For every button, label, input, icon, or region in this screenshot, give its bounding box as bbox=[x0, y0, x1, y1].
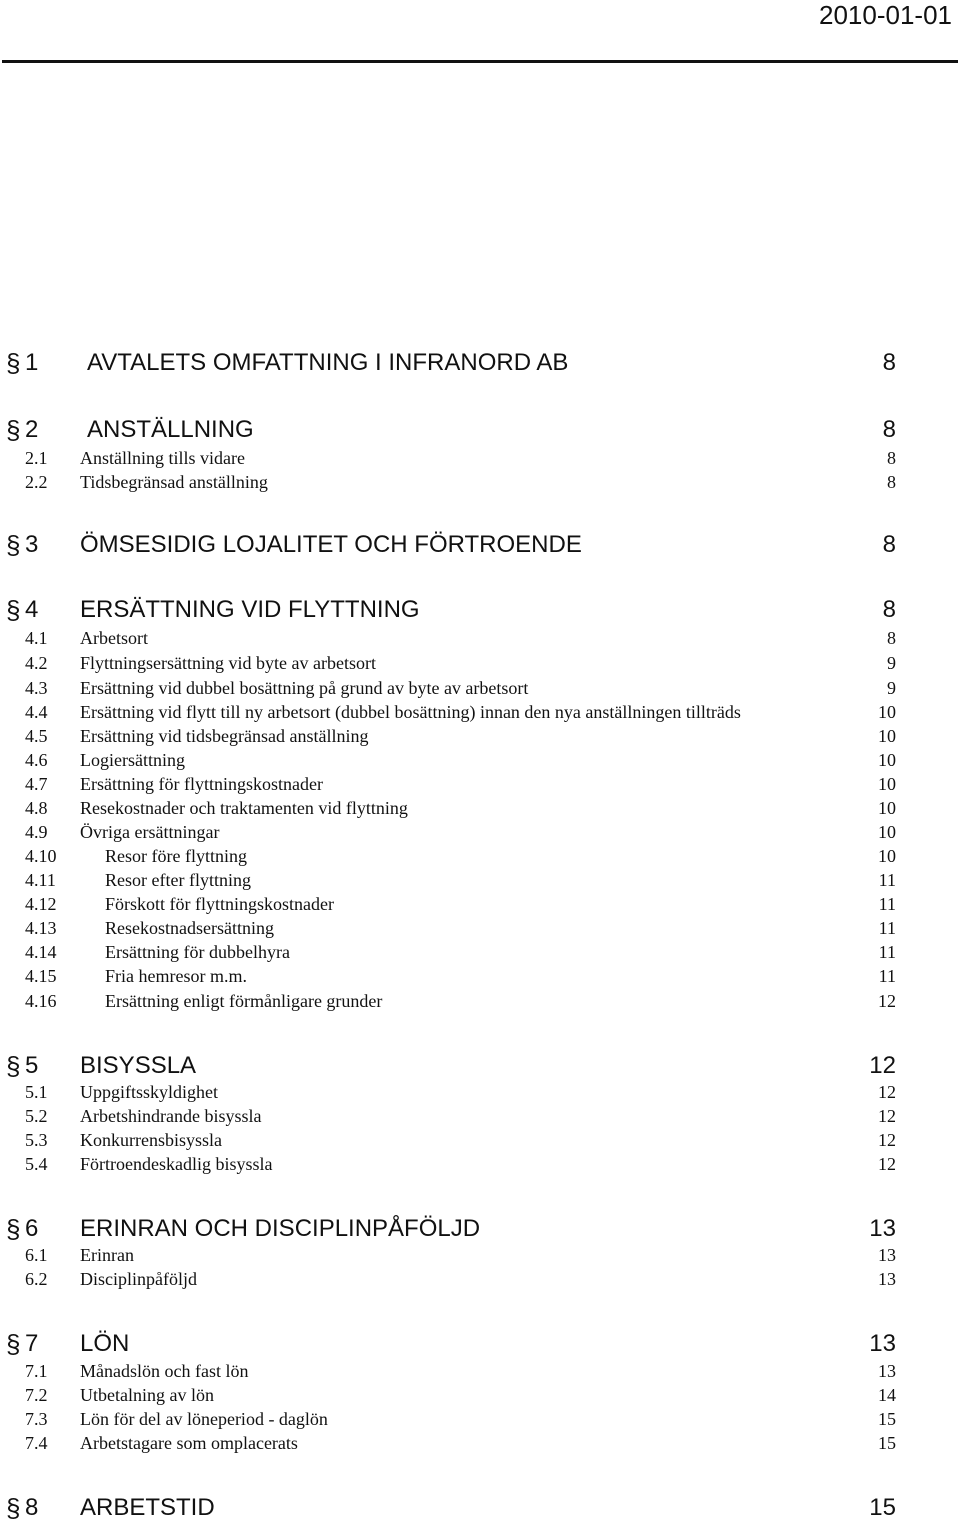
toc-number: 4.11 bbox=[25, 870, 56, 890]
toc-title: Resor före flyttning bbox=[105, 846, 247, 866]
toc-title: ERSÄTTNING VID FLYTTNING bbox=[80, 596, 420, 623]
toc-title: BISYSSLA bbox=[80, 1052, 197, 1079]
toc-entry bbox=[0, 1407, 900, 1431]
toc-page-number: 10 bbox=[878, 750, 896, 770]
toc-entry bbox=[0, 700, 900, 724]
toc-title: Förskott för flyttningskostnader bbox=[105, 894, 334, 914]
toc-section-heading bbox=[0, 1491, 900, 1525]
toc-page-number: 12 bbox=[878, 1130, 896, 1150]
toc-page-number: 10 bbox=[878, 822, 896, 842]
toc-page-number: 12 bbox=[878, 1106, 896, 1126]
toc-title: Övriga ersättningar bbox=[80, 822, 220, 842]
toc-number: 4.13 bbox=[25, 918, 57, 938]
toc-title: Resekostnader och traktamenten vid flyttning bbox=[80, 798, 408, 818]
toc-entry bbox=[0, 1104, 900, 1128]
section-symbol: § bbox=[6, 348, 21, 378]
toc-page-number: 10 bbox=[878, 846, 896, 866]
toc-entry bbox=[0, 1383, 900, 1407]
toc-number: 6 bbox=[25, 1215, 39, 1242]
section-symbol: § bbox=[6, 415, 21, 445]
toc-entry bbox=[0, 964, 900, 988]
toc-page-number: 15 bbox=[869, 1494, 896, 1521]
toc-page-number: 11 bbox=[878, 870, 896, 890]
toc-entry bbox=[0, 940, 900, 964]
toc-page-number: 11 bbox=[878, 918, 896, 938]
toc-title: Utbetalning av lön bbox=[80, 1385, 214, 1405]
toc-page-number: 8 bbox=[882, 349, 896, 376]
toc-entry bbox=[0, 626, 900, 650]
toc-title: AVTALETS OMFATTNING I INFRANORD AB bbox=[87, 349, 569, 376]
toc-number: 4 bbox=[25, 596, 39, 623]
toc-section-heading bbox=[0, 1212, 900, 1246]
toc-page-number: 15 bbox=[878, 1433, 896, 1453]
toc-entry bbox=[0, 676, 900, 700]
toc-title: Erinran bbox=[80, 1245, 134, 1265]
toc-entry bbox=[0, 820, 900, 844]
toc-entry bbox=[0, 1080, 900, 1104]
toc-section-heading bbox=[0, 413, 900, 447]
toc-number: 7.3 bbox=[25, 1409, 48, 1429]
toc-number: 4.14 bbox=[25, 942, 57, 962]
toc-page-number: 8 bbox=[887, 448, 896, 468]
toc-page-number: 10 bbox=[878, 774, 896, 794]
toc-number: 7.1 bbox=[25, 1361, 48, 1381]
toc-title: ÖMSESIDIG LOJALITET OCH FÖRTROENDE bbox=[80, 531, 582, 558]
toc-page-number: 15 bbox=[878, 1409, 896, 1429]
toc-page-number: 12 bbox=[869, 1052, 896, 1079]
toc-title: ANSTÄLLNING bbox=[87, 416, 254, 443]
toc-entry bbox=[0, 748, 900, 772]
toc-page-number: 13 bbox=[878, 1269, 896, 1289]
toc-entry bbox=[0, 1152, 900, 1176]
toc-title: Flyttningsersättning vid byte av arbetsort bbox=[80, 653, 376, 673]
toc-number: 4.9 bbox=[25, 822, 48, 842]
toc-title: LÖN bbox=[80, 1330, 130, 1357]
toc-title: Ersättning för flyttningskostnader bbox=[80, 774, 323, 794]
toc-section-heading bbox=[0, 1327, 900, 1361]
toc-title: Lön för del av löneperiod - daglön bbox=[80, 1409, 328, 1429]
toc-page-number: 11 bbox=[878, 966, 896, 986]
toc-number: 4.1 bbox=[25, 628, 48, 648]
toc-entry bbox=[0, 1431, 900, 1455]
toc-page-number: 11 bbox=[878, 942, 896, 962]
toc-title: Ersättning för dubbelhyra bbox=[105, 942, 290, 962]
toc-entry bbox=[0, 796, 900, 820]
toc-number: 6.2 bbox=[25, 1269, 48, 1289]
toc-section-heading bbox=[0, 528, 900, 562]
section-symbol: § bbox=[6, 530, 21, 560]
toc-page-number: 13 bbox=[869, 1330, 896, 1357]
toc-number: 4.3 bbox=[25, 678, 48, 698]
toc-entry bbox=[0, 1267, 900, 1291]
toc-title: Arbetshindrande bisyssla bbox=[80, 1106, 262, 1126]
header-date: 2010-01-01 bbox=[819, 0, 952, 30]
toc-number: 4.6 bbox=[25, 750, 48, 770]
toc-page-number: 12 bbox=[878, 1154, 896, 1174]
toc-page-number: 10 bbox=[878, 702, 896, 722]
toc-title: Uppgiftsskyldighet bbox=[80, 1082, 218, 1102]
toc-title: Arbetsort bbox=[80, 628, 148, 648]
toc-entry bbox=[0, 868, 900, 892]
header-rule bbox=[2, 60, 958, 63]
toc-page-number: 8 bbox=[887, 628, 896, 648]
toc-number: 5 bbox=[25, 1052, 39, 1079]
toc-number: 2 bbox=[25, 416, 39, 443]
toc-title: Ersättning vid dubbel bosättning på grund av byte av arbetsort bbox=[80, 678, 529, 698]
toc-title: Ersättning vid flytt till ny arbetsort (dubbel bosättning) innan den nya anställningen tillträds bbox=[80, 702, 741, 722]
toc-title: Ersättning enligt förmånligare grunder bbox=[105, 991, 383, 1011]
section-symbol: § bbox=[6, 1329, 21, 1359]
toc-page-number: 11 bbox=[878, 894, 896, 914]
toc-number: 4.12 bbox=[25, 894, 57, 914]
toc-title: Månadslön och fast lön bbox=[80, 1361, 249, 1381]
toc-entry bbox=[0, 916, 900, 940]
toc-page-number: 9 bbox=[887, 678, 896, 698]
toc-number: 3 bbox=[25, 531, 39, 558]
toc-page-number: 8 bbox=[887, 472, 896, 492]
toc-number: 5.4 bbox=[25, 1154, 48, 1174]
toc-number: 5.3 bbox=[25, 1130, 48, 1150]
toc-number: 1 bbox=[25, 349, 39, 376]
toc-title: Fria hemresor m.m. bbox=[105, 966, 247, 986]
toc-entry bbox=[0, 724, 900, 748]
section-symbol: § bbox=[6, 1051, 21, 1081]
toc-section-heading bbox=[0, 346, 900, 380]
toc-entry bbox=[0, 1128, 900, 1152]
toc-title: Resor efter flyttning bbox=[105, 870, 251, 890]
toc-number: 5.1 bbox=[25, 1082, 48, 1102]
toc-title: Tidsbegränsad anställning bbox=[80, 472, 268, 492]
toc-title: Logiersättning bbox=[80, 750, 185, 770]
toc-title: ERINRAN OCH DISCIPLINPÅFÖLJD bbox=[80, 1215, 481, 1242]
toc-number: 7.4 bbox=[25, 1433, 48, 1453]
toc-number: 4.15 bbox=[25, 966, 57, 986]
toc-entry bbox=[0, 446, 900, 470]
toc-number: 4.5 bbox=[25, 726, 48, 746]
toc-page-number: 8 bbox=[882, 596, 896, 623]
toc-page-number: 8 bbox=[882, 531, 896, 558]
toc-number: 2.2 bbox=[25, 472, 48, 492]
toc-page-number: 12 bbox=[878, 991, 896, 1011]
toc-page-number: 10 bbox=[878, 798, 896, 818]
toc-number: 2.1 bbox=[25, 448, 48, 468]
toc-entry bbox=[0, 989, 900, 1013]
toc-page-number: 13 bbox=[869, 1215, 896, 1242]
toc-page-number: 9 bbox=[887, 653, 896, 673]
section-symbol: § bbox=[6, 1214, 21, 1244]
toc-page-number: 13 bbox=[878, 1245, 896, 1265]
toc-page-number: 13 bbox=[878, 1361, 896, 1381]
toc-title: Disciplinpåföljd bbox=[80, 1269, 197, 1289]
section-symbol: § bbox=[6, 1493, 21, 1523]
toc-number: 4.2 bbox=[25, 653, 48, 673]
toc-section-heading bbox=[0, 1049, 900, 1083]
toc-number: 4.16 bbox=[25, 991, 57, 1011]
toc-number: 4.4 bbox=[25, 702, 48, 722]
toc-title: Resekostnadsersättning bbox=[105, 918, 274, 938]
toc-entry bbox=[0, 772, 900, 796]
toc-title: Förtroendeskadlig bisyssla bbox=[80, 1154, 273, 1174]
toc-title: Konkurrensbisyssla bbox=[80, 1130, 222, 1150]
toc-number: 4.8 bbox=[25, 798, 48, 818]
toc-page-number: 14 bbox=[878, 1385, 896, 1405]
toc-entry bbox=[0, 892, 900, 916]
section-symbol: § bbox=[6, 595, 21, 625]
toc-title: ARBETSTID bbox=[80, 1494, 215, 1521]
toc-entry bbox=[0, 651, 900, 675]
toc-number: 8 bbox=[25, 1494, 39, 1521]
toc-number: 6.1 bbox=[25, 1245, 48, 1265]
toc-page-number: 12 bbox=[878, 1082, 896, 1102]
toc-page-number: 10 bbox=[878, 726, 896, 746]
toc-entry bbox=[0, 1359, 900, 1383]
toc-number: 7.2 bbox=[25, 1385, 48, 1405]
toc-entry bbox=[0, 844, 900, 868]
toc-title: Ersättning vid tidsbegränsad anställning bbox=[80, 726, 369, 746]
toc-entry bbox=[0, 470, 900, 494]
toc-title: Anställning tills vidare bbox=[80, 448, 245, 468]
toc-number: 5.2 bbox=[25, 1106, 48, 1126]
toc-section-heading bbox=[0, 593, 900, 627]
toc-number: 4.7 bbox=[25, 774, 48, 794]
toc-number: 7 bbox=[25, 1330, 39, 1357]
toc-title: Arbetstagare som omplacerats bbox=[80, 1433, 298, 1453]
toc-entry bbox=[0, 1243, 900, 1267]
toc-number: 4.10 bbox=[25, 846, 57, 866]
toc-page-number: 8 bbox=[882, 416, 896, 443]
